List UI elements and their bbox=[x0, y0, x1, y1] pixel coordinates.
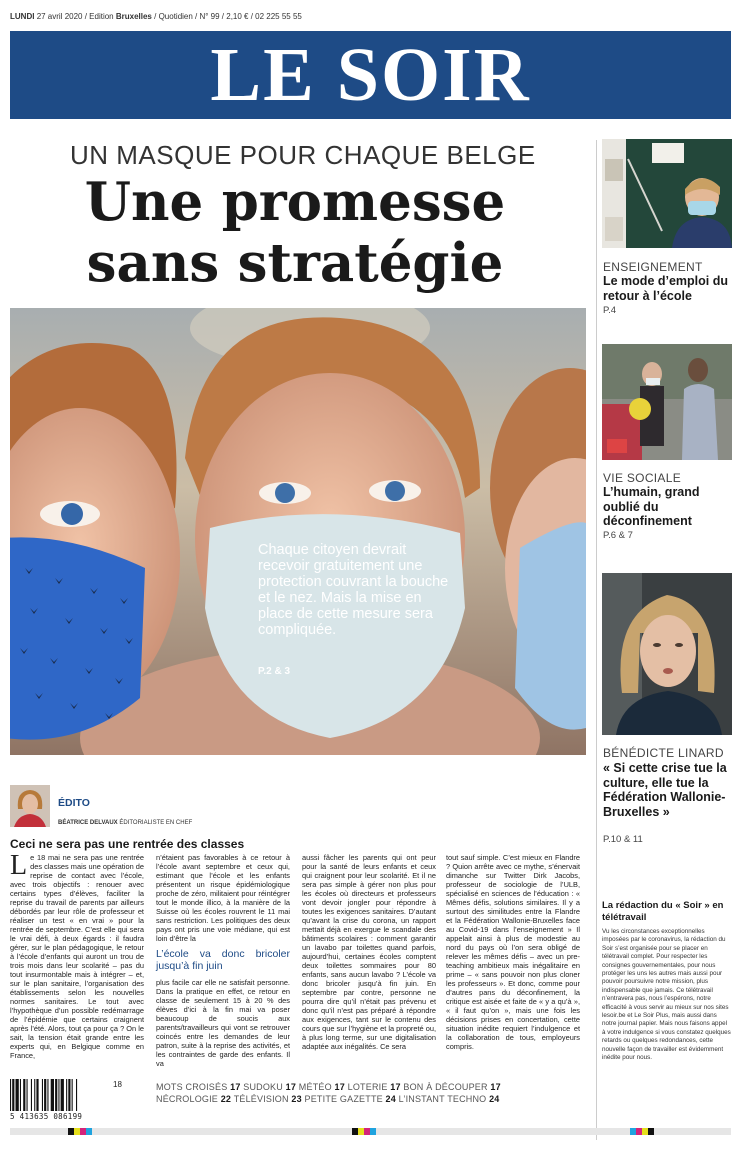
barcode-bar bbox=[31, 1079, 32, 1111]
barcode-bar bbox=[55, 1079, 57, 1111]
edito-byline bbox=[58, 820, 192, 826]
barcode-bar bbox=[12, 1079, 14, 1111]
telework-title: La rédaction du « Soir » en télétravail bbox=[602, 900, 724, 923]
barcode-digits: 5 413635 086199 bbox=[10, 1112, 83, 1121]
sidebar-photo-teacher bbox=[602, 139, 732, 248]
edito-column-3: aussi fâcher les parents qui ont peur pour la santé de leurs enfants et ceux qui craignent pour leur scolarité. Et il ne sera pas simple à gérer non plus pour les écoles où directeurs et professeurs vont devoir jongler pour répondre à toutes les exigences sanitaires. D’autant qu’avant la crise du corona, un rapport mettait déjà en exergue le scandale des bâtiments scolaires : comment garantir un lavabo par toilettes quand parfois, aujourd’hui, certaines écoles comptent deux toilettes sommaires pour 80 enfants, sans aucun lavabo ? L’école va donc bricoler jusqu’à fin juin. En septembre par contre, personne ne pourra dire qu’il n’était pas prévenu et donc qu’il n’est pas préparé à répondre aux exigences, tant sur le contenu des cours que sur l’hygiène et la propreté ou, à plus long terme, sur une digitalisation adaptée aux inégalités. Ce sera bbox=[302, 853, 436, 1051]
newspaper-logo: LE SOIR bbox=[210, 33, 531, 117]
sidebar-2-pages: P.6 & 7 bbox=[603, 530, 633, 541]
edito-col2a-text: n’étaient pas favorables à ce retour à l’école avant septembre et ceux qui, estimant que l’école et les enfants présentent un risque épidémiologique proche de zéro, militaient pour réintégrer tout le monde illico, à la manière de la Suisse où les écoles rouvrent le 11 mai sans restriction. Les politiques des deux pays ont pris une voie médiane, qui est loin d’être la bbox=[156, 853, 290, 943]
index-item[interactable]: L’INSTANT TECHNO 24 bbox=[398, 1093, 500, 1104]
lead-headline-line1: Une promesse bbox=[84, 171, 506, 233]
edito-col2b-text: plus facile car elle ne satisfait personne. Dans la pratique en effet, ce retour en classe de seulement 15 à 20 % des élèves d’ici à la fin mai va poser beaucoup de soucis aux parents/travailleurs qui vont se retrouver coincés entre les demandes de leur patron, suite à la reprise des activités, et les contraintes de garde des enfants. Il va bbox=[156, 978, 290, 1068]
lead-photo-illustration bbox=[10, 308, 586, 755]
sidebar-3-title[interactable]: « Si cette crise tue la culture, elle tue la Fédération Wallonie-Bruxelles » bbox=[603, 761, 727, 819]
lead-headline-line2: sans stratégie bbox=[86, 232, 504, 294]
edito-role: ÉDITORIALISTE EN CHEF bbox=[119, 820, 193, 826]
index-item[interactable]: SUDOKU 17 bbox=[243, 1082, 297, 1092]
edito-label: ÉDITO bbox=[58, 797, 90, 809]
lead-pages: P.2 & 3 bbox=[258, 666, 291, 677]
print-colorbar-right bbox=[630, 1128, 654, 1135]
index-item[interactable]: MOTS CROISÉS 17 bbox=[156, 1082, 241, 1092]
dateline-day: LUNDI bbox=[10, 12, 35, 21]
edito-drop-cap: L bbox=[10, 850, 28, 881]
sidebar-1-pages: P.4 bbox=[603, 305, 617, 316]
barcode-bar bbox=[47, 1079, 48, 1111]
barcode-bar bbox=[16, 1079, 19, 1111]
dateline-edition: Bruxelles bbox=[115, 12, 152, 21]
sidebar-1-kicker: ENSEIGNEMENT bbox=[603, 260, 703, 274]
barcode-bar bbox=[66, 1079, 67, 1111]
street-illustration bbox=[602, 344, 732, 460]
linard-portrait-illustration bbox=[602, 573, 732, 735]
sidebar-3-pages: P.10 & 11 bbox=[603, 834, 643, 845]
print-colorbar-center bbox=[352, 1128, 376, 1135]
index-item[interactable]: NÉCROLOGIE 22 bbox=[156, 1093, 232, 1104]
lead-photo-caption: Chaque citoyen devrait recevoir gratuitement une protection couvrant la bouche et le nez. Mais la mise en place de cette mesure sera compliquée. bbox=[258, 542, 449, 638]
sidebar-3-kicker: BÉNÉDICTE LINARD bbox=[603, 746, 724, 760]
index-item[interactable]: TÉLÉVISION 23 bbox=[233, 1093, 302, 1104]
barcode-issue: 18 bbox=[113, 1080, 122, 1089]
telework-body: Vu les circonstances exceptionnelles imposées par le coronavirus, la rédaction du Soir s’est organisée pour se placer en télétravail complet. Pour respecter les consignes gouvernementales, pour nous protéger les uns les autres mais aussi pour pouvoir poursuivre notre mission, plus indispensable que jamais. Ce télétravail n’entravera pas, nous l’espérons, notre efficacité à vous servir au mieux sur nos sites lesoir.be et Le Soir Plus, mais aussi dans notre journal papier. Mais nous faisons appel à votre indulgence si vous constatez quelques retards ou quelques redondances, cette nouvelle façon de travailler est évidemment inédite pour nous. bbox=[602, 928, 731, 1062]
barcode-bars bbox=[10, 1079, 110, 1111]
lead-kicker: UN MASQUE POUR CHAQUE BELGE bbox=[70, 140, 536, 170]
avatar bbox=[10, 785, 50, 827]
index-item[interactable]: PETITE GAZETTE 24 bbox=[304, 1093, 396, 1104]
barcode-bar bbox=[44, 1079, 46, 1111]
barcode-bar bbox=[10, 1079, 11, 1111]
sidebar-divider bbox=[596, 140, 597, 1140]
edito-col1-text: e 18 mai ne sera pas une rentrée des classes mais une opération de reprise de contact avec l’école, avec trois objectifs : renouer avec certains types d’élèves, faciliter la reprise du travail de parents par ailleurs débordés par leur rôle de professeur et réaliser un test « en vrai » pour la rentrée de septembre. C’est elle qui sera le vrai défi, à deux égards : il faudra gérer, sur le plan pédagogique, le retour à l’école d’enfants qui auront un trou de trois mois dans leur scolarité – pas du tout insurmontable mais à intégrer – et, sur le plan sanitaire, l’organisation des établissements selon les nouvelles normes sanitaires. Le tout avec l’hypothèque d’un possible redémarrage de l’épidémie que certains craignent après l’été. Alors, tout ça pour ça ? On le sait, la tension était grande entre les experts qui, en Belgique comme en France, bbox=[10, 853, 144, 1060]
index-item[interactable]: BON À DÉCOUPER 17 bbox=[403, 1082, 501, 1092]
dateline-details: / Quotidien / N° 99 / 2,10 € / 02 225 55 55 bbox=[154, 12, 302, 21]
edito-author-avatar bbox=[10, 785, 50, 827]
edito-column-4: tout sauf simple. C’est mieux en Flandre ? Quion arrête avec ce mythe, s’énervait dimanche sur Twitter Dirk Jacobs, professeur de sociologie de l’ULB, spécialisé en sciences de l’éducation : « Mêmes défis, solutions similaires. Il y a surtout des similitudes entre la Flandre et la Fédération Wallonie-Bruxelles face au Covid-19 dans l’enseignement » Il appelait ainsi à plus de modestie au nord du pays où l’on sera obligé de relever les mêmes défis – avec un pre-teaching ambitieux mais inégalitaire en prime – « sans pouvoir non plus cloner les professeurs ». Et donc, comme pour d’autres pans du déconfinement, la critique est aisée et faite de « y a qu’à », « il faut qu’on », mais une fois les décisions prises en concertation, cette situation inédite requiert l’indulgence et la collaboration de tous, employeurs compris. bbox=[446, 853, 580, 1051]
barcode-bar bbox=[68, 1079, 70, 1111]
barcode-bar bbox=[51, 1079, 54, 1111]
barcode bbox=[10, 1079, 120, 1111]
barcode-bar bbox=[76, 1079, 77, 1111]
index-item[interactable]: LOTERIE 17 bbox=[347, 1082, 401, 1092]
sidebar-1-title[interactable]: Le mode d’emploi du retour à l’école bbox=[603, 274, 729, 303]
lead-photo-masked-mannequins bbox=[10, 308, 586, 755]
edito-title[interactable]: Ceci ne sera pas une rentrée des classes bbox=[10, 837, 245, 851]
edito-column-2 bbox=[156, 853, 290, 1068]
edito-pullquote: L’école va donc bricoler jusqu’à fin juin bbox=[156, 948, 290, 972]
barcode-bar bbox=[20, 1079, 21, 1111]
barcode-bar bbox=[27, 1079, 28, 1111]
barcode-bar bbox=[36, 1079, 38, 1111]
print-colorbar-left bbox=[68, 1128, 92, 1135]
sidebar-photo-linard bbox=[602, 573, 732, 735]
sidebar-2-title[interactable]: L’humain, grand oublié du déconfinement bbox=[603, 485, 700, 528]
teacher-illustration bbox=[602, 139, 732, 248]
edito-author: BÉATRICE DELVAUX bbox=[58, 820, 118, 826]
barcode-bar bbox=[72, 1079, 73, 1111]
barcode-bar bbox=[34, 1079, 35, 1111]
index-item[interactable]: MÉTÉO 17 bbox=[298, 1082, 345, 1092]
barcode-bar bbox=[42, 1079, 43, 1111]
dateline-date: 27 avril 2020 / Edition bbox=[36, 12, 114, 21]
telework-notice bbox=[602, 900, 732, 1063]
barcode-bar bbox=[58, 1079, 59, 1111]
dateline bbox=[10, 12, 302, 21]
barcode-bar bbox=[23, 1079, 25, 1111]
edito-column-1 bbox=[10, 850, 144, 1060]
barcode-bar bbox=[61, 1079, 64, 1111]
inside-index bbox=[156, 1082, 586, 1105]
sidebar-2-kicker: VIE SOCIALE bbox=[603, 471, 681, 485]
sidebar-photo-street bbox=[602, 344, 732, 460]
masthead bbox=[10, 31, 731, 119]
